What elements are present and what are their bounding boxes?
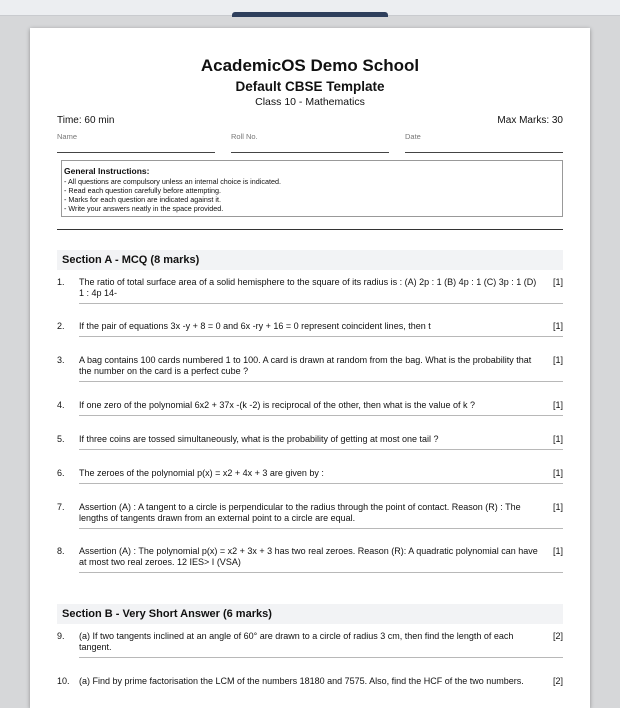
date-field: Date <box>405 132 563 153</box>
max-marks: Max Marks: 30 <box>497 115 563 126</box>
question-number: 7. <box>57 502 65 512</box>
question-number: 10. <box>57 676 70 686</box>
answer-line <box>79 415 563 416</box>
general-instructions-box <box>61 160 563 217</box>
question-number: 6. <box>57 468 65 478</box>
question-marks: [1] <box>552 321 563 331</box>
divider <box>57 229 563 230</box>
answer-line <box>79 572 563 573</box>
answer-line <box>79 528 563 529</box>
roll-number-field: Roll No. <box>231 132 389 153</box>
question-text: The ratio of total surface area of a solid hemisphere to the square of its radius is : (A) 2p : 1 (B) 4p : 1 (C) 3p : 1 (D) 1 : 4p 14- <box>79 277 537 298</box>
question-marks: [1] <box>552 355 563 365</box>
instructions-heading: General Instructions: <box>64 166 150 176</box>
instruction-line: - Write your answers neatly in the space provided. <box>64 204 224 213</box>
instruction-line: - Marks for each question are indicated against it. <box>64 195 222 204</box>
template-title: Default CBSE Template <box>235 79 385 94</box>
active-tab-indicator[interactable] <box>232 12 388 17</box>
question-number: 3. <box>57 355 65 365</box>
answer-line <box>79 449 563 450</box>
name-field: Name <box>57 132 215 153</box>
answer-line <box>79 381 563 382</box>
school-name: AcademicOS Demo School <box>200 56 420 75</box>
class-subject: Class 10 - Mathematics <box>255 96 365 108</box>
question-text: If three coins are tossed simultaneously, what is the probability of getting at most one tail ? <box>79 434 439 444</box>
instruction-line: - All questions are compulsory unless an internal choice is indicated. <box>64 177 281 186</box>
question-marks: [1] <box>552 468 563 478</box>
question-text: (a) Find by prime factorisation the LCM of the numbers 18180 and 7575. Also, find the HCF of the two numbers. <box>79 676 524 686</box>
answer-line <box>79 483 563 484</box>
instruction-line: - Read each question carefully before attempting. <box>64 186 222 195</box>
question-number: 2. <box>57 321 65 331</box>
section-a-heading: Section A - MCQ (8 marks) <box>57 250 563 270</box>
question-marks: [2] <box>552 676 563 686</box>
answer-line <box>79 303 563 304</box>
question-marks: [2] <box>552 631 563 641</box>
exam-paper-sheet <box>30 28 590 708</box>
question-marks: [1] <box>552 277 563 287</box>
question-number: 4. <box>57 400 65 410</box>
question-marks: [1] <box>552 546 563 556</box>
question-text: Assertion (A) : The polynomial p(x) = x2 + 3x + 3 has two real zeroes. Reason (R): A quadratic polynomial can have at most two real zeroes. 12 IES> I (VSA) <box>79 546 538 567</box>
question-text: (a) If two tangents inclined at an angle of 60° are drawn to a circle of radius 3 cm, then find the length of each tangent. <box>79 631 514 652</box>
time-allowed: Time: 60 min <box>57 115 115 126</box>
question-text: Assertion (A) : A tangent to a circle is perpendicular to the radius through the point of contact. Reason (R) : The lengths of tangents drawn from an external point to a circle are equal. <box>79 502 521 523</box>
question-text: The zeroes of the polynomial p(x) = x2 + 4x + 3 are given by : <box>79 468 324 478</box>
question-marks: [1] <box>552 502 563 512</box>
question-number: 1. <box>57 277 65 287</box>
answer-line <box>79 657 563 658</box>
question-marks: [1] <box>552 434 563 444</box>
question-text: If the pair of equations 3x -y + 8 = 0 and 6x -ry + 16 = 0 represent coincident lines, then t <box>79 321 431 331</box>
question-text: If one zero of the polynomial 6x2 + 37x -(k -2) is reciprocal of the other, then what is the value of k ? <box>79 400 475 410</box>
question-marks: [1] <box>552 400 563 410</box>
question-number: 9. <box>57 631 65 641</box>
section-b-heading: Section B - Very Short Answer (6 marks) <box>57 604 563 624</box>
question-text: A bag contains 100 cards numbered 1 to 100. A card is drawn at random from the bag. What is the probability that the number on the card is a perfect cube ? <box>79 355 532 376</box>
question-number: 5. <box>57 434 65 444</box>
answer-line <box>79 336 563 337</box>
question-number: 8. <box>57 546 65 556</box>
